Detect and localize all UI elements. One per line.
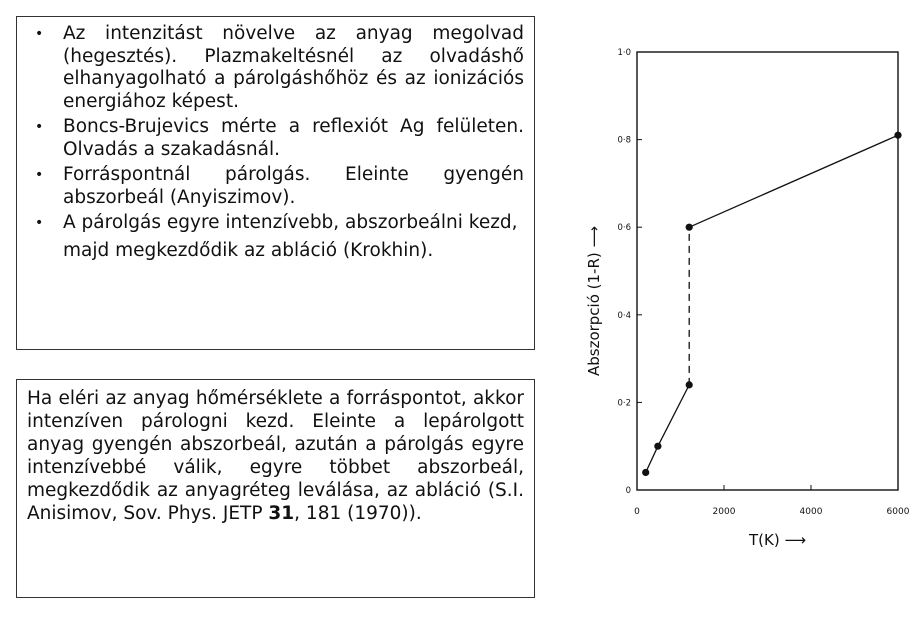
- x-tick-label: 2000: [712, 507, 736, 517]
- y-tick-label: 0·8: [617, 135, 631, 146]
- series-segment: [689, 135, 898, 227]
- paragraph-box: [16, 379, 535, 598]
- bullet-icon: •: [35, 167, 44, 183]
- x-tick-label: 6000: [886, 507, 910, 517]
- plot-frame: [637, 52, 898, 490]
- bullet-icon: •: [35, 215, 44, 231]
- paragraph-bold-volume: 31: [268, 503, 295, 524]
- bullet-item: [29, 212, 524, 235]
- y-tick-label: 0: [625, 486, 631, 496]
- y-tick-label: 0·6: [617, 223, 631, 234]
- y-tick-label: 0·4: [617, 310, 631, 321]
- bullet-text: Forráspontnál párolgás. Eleinte gyengén abszorbeál (Anyiszimov).: [63, 164, 524, 208]
- series-segment: [658, 385, 689, 446]
- bullet-item: [29, 116, 524, 161]
- bullet-text: Boncs-Brujevics mérte a reflexiót Ag felületen. Olvadás a szakadásnál.: [63, 116, 524, 160]
- x-axis-label: T(K) ⟶: [749, 531, 806, 549]
- bullet-list: [29, 23, 524, 235]
- data-point: [642, 469, 649, 476]
- bullet-list-box: [16, 16, 535, 350]
- bullet-item: [29, 23, 524, 113]
- absorption-chart: [575, 30, 910, 590]
- bullet-icon: •: [35, 119, 44, 135]
- bullet-continuation: majd megkezdődik az abláció (Krokhin).: [63, 239, 434, 261]
- paragraph-text: Ha eléri az anyag hőmérséklete a forráspontot, akkor intenzíven párologni kezd. Eleinte a lepárolgott anyag gyengén abszorbeál, azután a párolgás egyre intenzívebbé válik, egyre többet abszorbeál, megkezdődik az anyagréteg leválása, az abláció (S.I. Anisimov, Sov. Phys. JETP: [27, 388, 524, 524]
- x-tick-label: 4000: [799, 507, 823, 517]
- bullet-text: A párolgás egyre intenzívebb, abszorbeálni kezd,: [63, 212, 518, 233]
- bullet-item: [29, 164, 524, 209]
- bullet-icon: •: [35, 26, 44, 42]
- data-point: [686, 224, 693, 231]
- data-point: [654, 443, 661, 450]
- y-tick-label: 1·0: [617, 48, 631, 58]
- series-segment: [646, 446, 658, 472]
- x-tick-label: 0: [634, 507, 640, 517]
- y-axis-label: Abszorpció (1-R) ⟶: [585, 225, 603, 377]
- paragraph-text-end: , 181 (1970)).: [294, 503, 422, 524]
- data-point: [686, 381, 693, 388]
- bullet-text: Az intenzitást növelve az anyag megolvad (hegesztés). Plazmakeltésnél az olvadáshő elhanyagolható a párolgáshőhöz és az ionizációs energiához képest.: [63, 23, 524, 112]
- y-tick-label: 0·2: [617, 398, 631, 409]
- chart-svg: [575, 30, 910, 590]
- data-point: [894, 132, 901, 139]
